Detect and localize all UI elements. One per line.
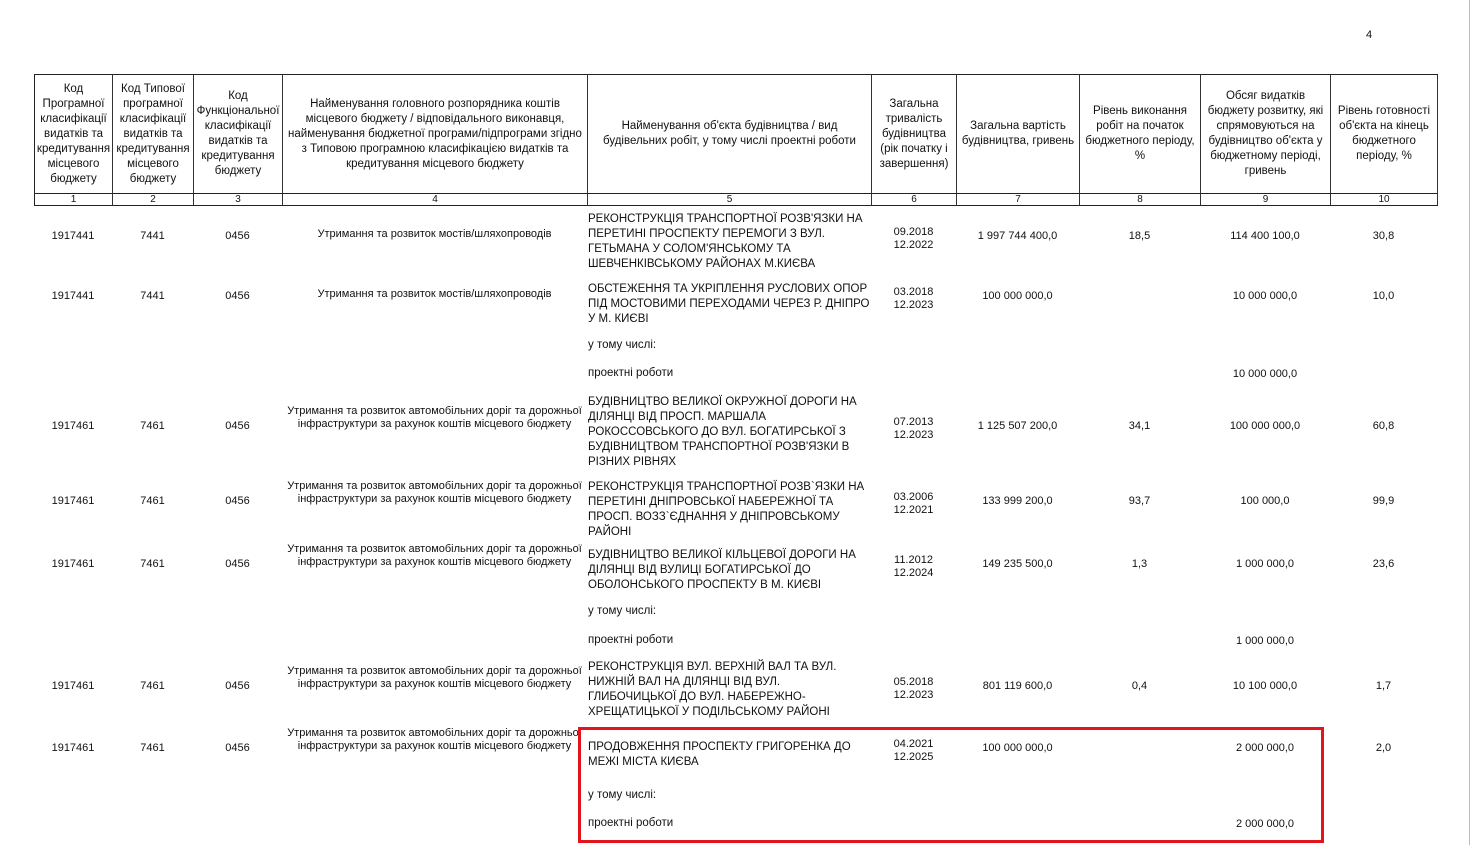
cell-col-7: 1 125 507 200,0 xyxy=(977,420,1058,432)
cell-col-2: 7461 xyxy=(140,495,165,507)
column-number-6: 6 xyxy=(872,193,957,205)
cell-col-1: 1917461 xyxy=(51,680,95,692)
column-header-1: Код Програмної класифікації видатків та кредитування місцевого бюджету xyxy=(35,75,113,193)
cell-col-5: РЕКОНСТРУКЦІЯ ТРАНСПОРТНОЇ РОЗВ'ЯЗКИ НА ПЕРЕТИНІ ПРОСПЕКТУ ПЕРЕМОГИ З ВУЛ. ГЕТЬМАНА У СОЛОМ'ЯНСЬКОМУ ТА ШЕВЧЕНКІВСЬКОМУ РАЙОНАХ М.КИЄВА xyxy=(588,213,863,270)
column-number-3: 3 xyxy=(194,193,283,205)
cell-col-5: у тому числі: xyxy=(588,605,657,617)
column-header-9: Обсяг видатків бюджету розвитку, які спрямовуються на будівництво об'єкта у бюджетному періоді, гривень xyxy=(1201,75,1331,193)
highlight-box xyxy=(578,727,1324,843)
cell-col-5: проектні роботи xyxy=(588,817,674,829)
cell-col-1: 1917461 xyxy=(51,495,95,507)
column-header-8: Рівень виконання робіт на початок бюджетного періоду, % xyxy=(1080,75,1201,193)
cell-col-7: 1 997 744 400,0 xyxy=(977,230,1058,242)
cell-col-5: БУДІВНИЦТВО ВЕЛИКОЇ КІЛЬЦЕВОЇ ДОРОГИ НА ДІЛЯНЦІ ВІД ВУЛИЦІ БОГАТИРСЬКОЇ ДО ОБОЛОНСЬКОГО ПРОСПЕКТУ В М. КИЄВІ xyxy=(588,549,856,591)
cell-col-10: 10,0 xyxy=(1372,290,1395,302)
cell-col-6: 03.2006 12.2021 xyxy=(893,491,934,516)
cell-col-3: 0456 xyxy=(225,680,250,692)
cell-col-5: РЕКОНСТРУКЦІЯ ТРАНСПОРТНОЇ РОЗВ`ЯЗКИ НА ПЕРЕТИНІ ДНІПРОВСЬКОЇ НАБЕРЕЖНОЇ ТА ПРОСП. ВОЗЗ`ЄДНАННЯ У ДНІПРОВСЬКОМУ РАЙОНІ xyxy=(588,481,865,538)
cell-col-2: 7461 xyxy=(140,558,165,570)
cell-col-6: 11.2012 12.2024 xyxy=(893,554,934,579)
cell-col-5: проектні роботи xyxy=(588,367,674,379)
cell-col-8: 1,3 xyxy=(1131,558,1148,570)
cell-col-2: 7441 xyxy=(140,290,165,302)
cell-col-7: 100 000 000,0 xyxy=(982,742,1053,754)
table-header xyxy=(34,74,1438,206)
column-header-5: Найменування об'єкта будівництва / вид будівельних робіт, у тому числі проектні роботи xyxy=(588,75,872,193)
cell-col-9: 100 000,0 xyxy=(1240,495,1290,507)
cell-col-9: 2 000 000,0 xyxy=(1235,742,1295,754)
cell-col-5: ОБСТЕЖЕННЯ ТА УКРІПЛЕННЯ РУСЛОВИХ ОПОР ПІД МОСТОВИМИ ПЕРЕХОДАМИ ЧЕРЕЗ Р. ДНІПРО У М. КИЄВІ xyxy=(588,283,870,325)
cell-col-6: 05.2018 12.2023 xyxy=(893,676,934,701)
cell-col-9: 10 100 000,0 xyxy=(1232,680,1298,692)
column-number-10: 10 xyxy=(1331,193,1438,205)
column-header-3: Код Функціональної класифікації видатків та кредитування бюджету xyxy=(194,75,283,193)
cell-col-3: 0456 xyxy=(225,495,250,507)
cell-col-6: 04.2021 12.2025 xyxy=(893,738,934,763)
cell-col-2: 7461 xyxy=(140,420,165,432)
cell-col-9: 100 000 000,0 xyxy=(1229,420,1301,432)
cell-col-10: 30,8 xyxy=(1372,230,1395,242)
cell-col-5: у тому числі: xyxy=(588,789,657,801)
cell-col-5: проектні роботи xyxy=(588,634,674,646)
cell-col-5: у тому числі: xyxy=(588,339,657,351)
cell-col-1: 1917461 xyxy=(51,742,95,754)
cell-col-10: 1,7 xyxy=(1375,680,1392,692)
cell-col-3: 0456 xyxy=(225,290,250,302)
cell-col-3: 0456 xyxy=(225,230,250,242)
cell-col-4: Утримання та розвиток автомобільних доріг та дорожньої інфраструктури за рахунок коштів місцевого бюджету xyxy=(287,404,582,430)
column-number-7: 7 xyxy=(957,193,1080,205)
cell-col-9: 1 000 000,0 xyxy=(1235,558,1295,570)
column-number-2: 2 xyxy=(113,193,194,205)
column-header-6: Загальна тривалість будівництва (рік початку і завершення) xyxy=(872,75,957,193)
cell-col-1: 1917441 xyxy=(51,290,95,302)
column-number-5: 5 xyxy=(588,193,872,205)
cell-col-2: 7461 xyxy=(140,680,165,692)
page-edge xyxy=(1469,0,1470,845)
cell-col-4: Утримання та розвиток автомобільних доріг та дорожньої інфраструктури за рахунок коштів місцевого бюджету xyxy=(287,726,582,752)
cell-col-4: Утримання та розвиток мостів/шляхопроводів xyxy=(317,227,552,240)
cell-col-8: 0,4 xyxy=(1131,680,1148,692)
cell-col-5: РЕКОНСТРУКЦІЯ ВУЛ. ВЕРХНІЙ ВАЛ ТА ВУЛ. НИЖНІЙ ВАЛ НА ДІЛЯНЦІ ВІД ВУЛ. ГЛИБОЧИЦЬКОЇ ДО ВУЛ. НАБЕРЕЖНО-ХРЕЩАТИЦЬКОЇ У ПОДІЛЬСЬКОМУ РАЙОНІ xyxy=(588,661,837,718)
cell-col-4: Утримання та розвиток мостів/шляхопроводів xyxy=(317,287,552,300)
cell-col-9: 2 000 000,0 xyxy=(1235,818,1295,830)
cell-col-8: 18,5 xyxy=(1128,230,1151,242)
column-number-9: 9 xyxy=(1201,193,1331,205)
cell-col-4: Утримання та розвиток автомобільних доріг та дорожньої інфраструктури за рахунок коштів місцевого бюджету xyxy=(287,479,582,505)
column-header-7: Загальна вартість будівництва, гривень xyxy=(957,75,1080,193)
cell-col-1: 1917441 xyxy=(51,230,95,242)
cell-col-10: 23,6 xyxy=(1372,558,1395,570)
cell-col-7: 801 119 600,0 xyxy=(982,680,1053,692)
cell-col-4: Утримання та розвиток автомобільних доріг та дорожньої інфраструктури за рахунок коштів місцевого бюджету xyxy=(287,664,582,690)
cell-col-3: 0456 xyxy=(225,742,250,754)
cell-col-1: 1917461 xyxy=(51,420,95,432)
cell-col-6: 03.2018 12.2023 xyxy=(893,286,934,311)
column-header-10: Рівень готовності об'єкта на кінець бюджетного періоду, % xyxy=(1331,75,1438,193)
cell-col-8: 34,1 xyxy=(1128,420,1151,432)
column-number-4: 4 xyxy=(283,193,588,205)
cell-col-9: 1 000 000,0 xyxy=(1235,635,1295,647)
cell-col-5: ПРОДОВЖЕННЯ ПРОСПЕКТУ ГРИГОРЕНКА ДО МЕЖІ МІСТА КИЄВА xyxy=(588,741,851,768)
column-header-2: Код Типової програмної класифікації видатків та кредитування місцевого бюджету xyxy=(113,75,194,193)
cell-col-9: 10 000 000,0 xyxy=(1232,290,1298,302)
cell-col-7: 133 999 200,0 xyxy=(982,495,1053,507)
cell-col-2: 7461 xyxy=(140,742,165,754)
cell-col-3: 0456 xyxy=(225,420,250,432)
cell-col-7: 149 235 500,0 xyxy=(982,558,1053,570)
cell-col-3: 0456 xyxy=(225,558,250,570)
cell-col-9: 114 400 100,0 xyxy=(1230,230,1300,242)
cell-col-9: 10 000 000,0 xyxy=(1232,368,1298,380)
cell-col-10: 60,8 xyxy=(1372,420,1395,432)
cell-col-2: 7441 xyxy=(140,230,165,242)
column-number-1: 1 xyxy=(35,193,113,205)
column-number-8: 8 xyxy=(1080,193,1201,205)
cell-col-6: 09.2018 12.2022 xyxy=(893,226,934,251)
cell-col-10: 2,0 xyxy=(1375,742,1392,754)
page-number: 4 xyxy=(1366,29,1373,41)
cell-col-10: 99,9 xyxy=(1372,495,1395,507)
cell-col-5: БУДІВНИЦТВО ВЕЛИКОЇ ОКРУЖНОЇ ДОРОГИ НА ДІЛЯНЦІ ВІД ПРОСП. МАРШАЛА РОКОССОВСЬКОГО ДО ВУЛ. БОГАТИРСЬКОЇ З БУДІВНИЦТВОМ ТРАНСПОРТНОЇ РОЗВ'ЯЗКИ В РІЗНИХ РІВНЯХ xyxy=(588,396,857,468)
cell-col-8: 93,7 xyxy=(1128,495,1151,507)
column-header-4: Найменування головного розпорядника коштів місцевого бюджету / відповідального виконавця, найменування бюджетної програми/підпрограми згідно з Типовою програмною класифікацією видатків та кредитування місцевого бюджету xyxy=(283,75,588,193)
cell-col-7: 100 000 000,0 xyxy=(982,290,1053,302)
cell-col-4: Утримання та розвиток автомобільних доріг та дорожньої інфраструктури за рахунок коштів місцевого бюджету xyxy=(287,542,582,568)
cell-col-1: 1917461 xyxy=(51,558,95,570)
cell-col-6: 07.2013 12.2023 xyxy=(893,416,934,441)
